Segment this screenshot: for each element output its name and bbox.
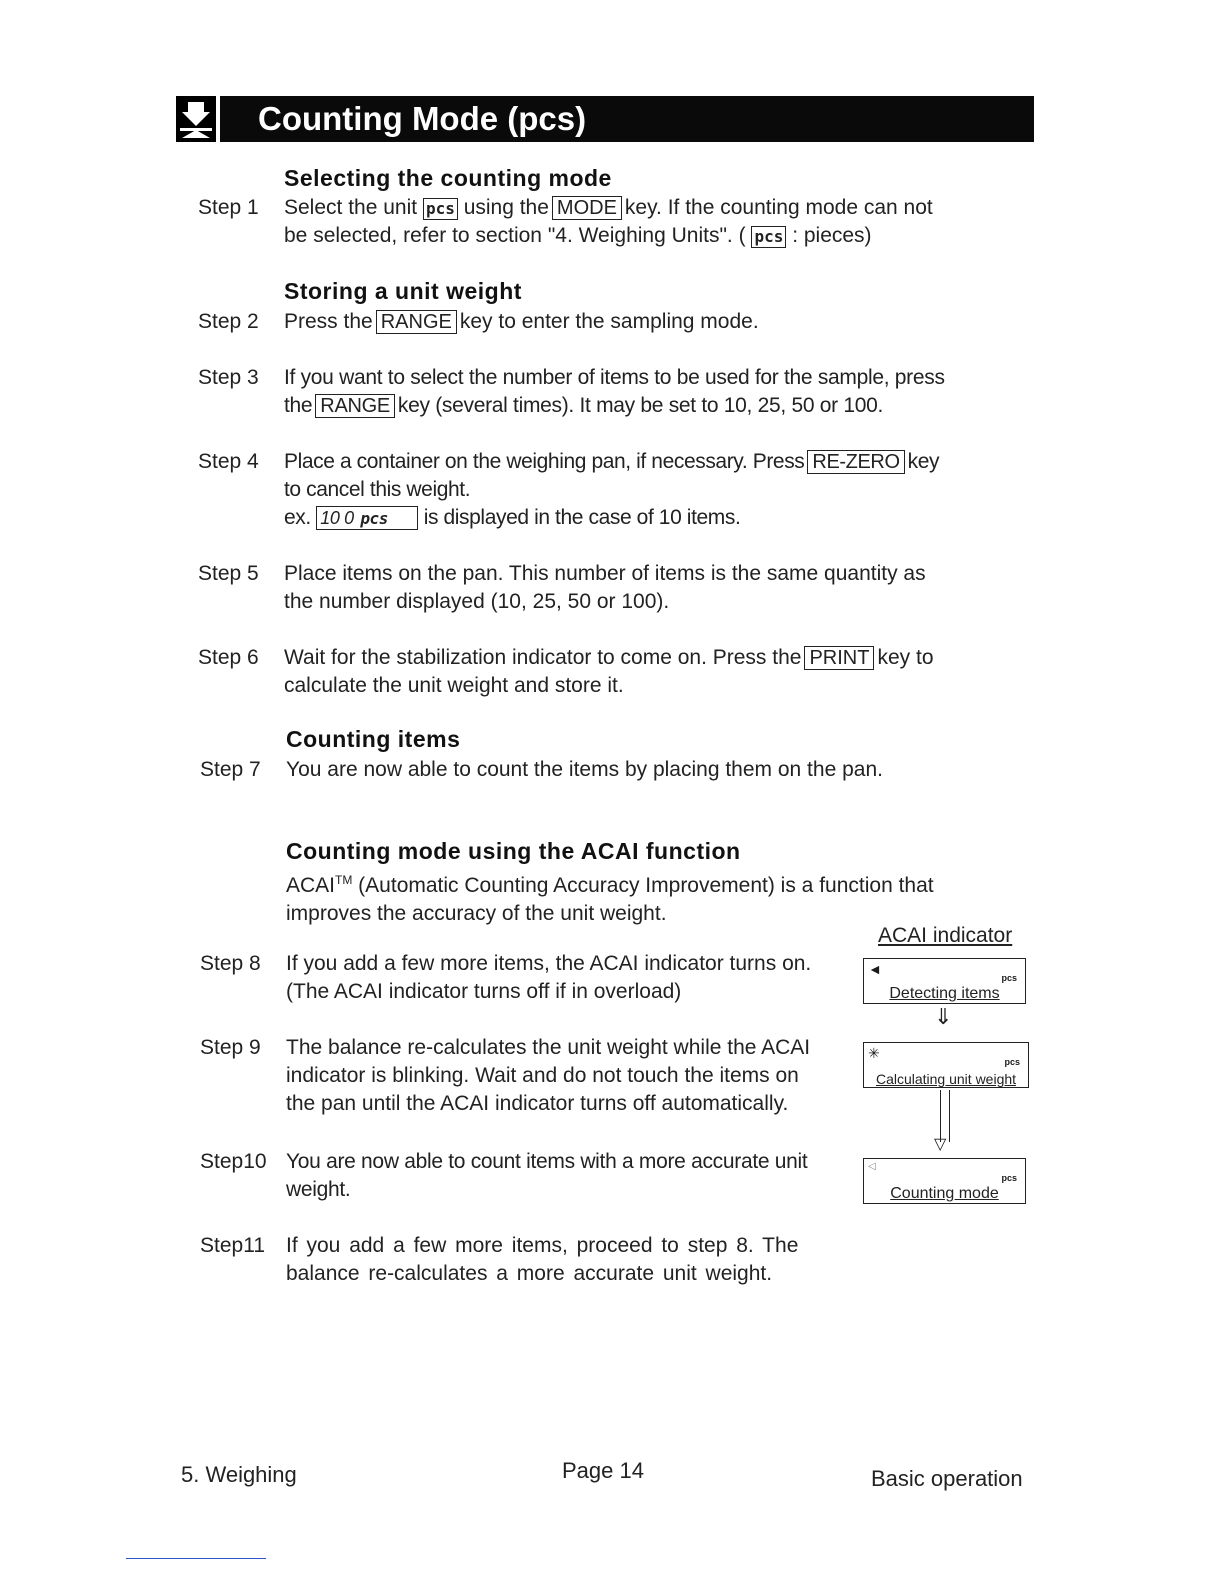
acai-off-icon: ◁ <box>868 1161 876 1172</box>
footer-section: 5. Weighing <box>181 1462 297 1487</box>
rezero-key: RE-ZERO <box>807 450 904 474</box>
pcs-unit-icon: pcs <box>423 198 458 220</box>
footer-page-number: Page 14 <box>562 1458 644 1483</box>
section-heading-storing: Storing a unit weight <box>284 278 522 304</box>
step-label: Step10 <box>200 1150 267 1173</box>
display-counting-mode: ◁ pcs Counting mode <box>863 1158 1026 1204</box>
acai-blinking-icon: ✳ <box>868 1045 880 1061</box>
footer-chapter: Basic operation <box>871 1466 1023 1491</box>
print-key: PRINT <box>804 646 874 670</box>
display-calculating-unit-weight: ✳ pcs Calculating unit weight <box>863 1042 1029 1088</box>
section-heading-selecting: Selecting the counting mode <box>284 165 612 191</box>
step-label: Step 8 <box>200 952 261 975</box>
down-arrow-icon: ▽ <box>934 1136 947 1153</box>
step-label: Step 9 <box>200 1036 261 1059</box>
page-title: Counting Mode (pcs) <box>258 100 587 137</box>
step-6-text: Wait for the stabilization indicator to come on. Press the PRINT key to calculate the unit weight and store it. <box>284 646 934 697</box>
display-detecting-items: ◄ pcs Detecting items <box>863 958 1026 1004</box>
step-label: Step 3 <box>198 366 259 389</box>
step-label: Step 2 <box>198 310 259 333</box>
step-11-text: If you add a few more items, proceed to step 8. The balance re-calculates a more accurate unit weight. <box>286 1234 799 1285</box>
step-7-text: You are now able to count the items by placing them on the pan. <box>286 758 883 781</box>
step-5-text: Place items on the pan. This number of items is the same quantity as the number displayed (10, 25, 50 or 100). <box>284 562 926 613</box>
step-10-text: You are now able to count items with a more accurate unit weight. <box>286 1150 808 1201</box>
step-2-text: Press the RANGE key to enter the sampling mode. <box>284 310 759 333</box>
pcs-unit-icon: pcs <box>751 226 786 248</box>
range-key: RANGE <box>315 394 395 418</box>
step-3-text: If you want to select the number of items to be used for the sample, press the RANGE key (several times). It may be set to 10, 25, 50 or 100. <box>284 366 945 417</box>
section-heading-acai: Counting mode using the ACAI function <box>286 838 741 864</box>
step-label: Step 5 <box>198 562 259 585</box>
lcd-display-example: 10 0 pcs <box>316 506 418 530</box>
acai-arrow-icon: ◄ <box>868 961 882 977</box>
footer-rule <box>126 1558 266 1559</box>
mode-key: MODE <box>552 196 622 220</box>
step-4-text: Place a container on the weighing pan, if necessary. Press RE-ZERO key to cancel this weight. ex. 10 0 pcs is displayed in the case of 10 items. <box>284 450 940 529</box>
step-label: Step 7 <box>200 758 261 781</box>
step-9-text: The balance re-calculates the unit weight while the ACAI indicator is blinking. Wait and do not touch the items on the pan until the ACAI indicator turns off automatically. <box>286 1036 811 1115</box>
acai-intro-text: ACAI™ (Automatic Counting Accuracy Improvement) is a function that improves the accuracy of the unit weight. <box>286 873 934 925</box>
step-label: Step11 <box>200 1234 265 1257</box>
range-key: RANGE <box>376 310 457 334</box>
weighing-down-arrow-icon <box>176 96 220 142</box>
step-label: Step 4 <box>198 450 259 473</box>
step-8-text: If you add a few more items, the ACAI indicator turns on. (The ACAI indicator turns off if in overload) <box>286 952 812 1003</box>
down-arrow-icon: ⇓ <box>934 1004 953 1029</box>
acai-indicator-label: ACAI indicator <box>878 924 1013 947</box>
step-1-text: Select the unit pcs using the MODE key. If the counting mode can not be selected, refer to section "4. Weighing Units". ( pcs : pieces) <box>284 196 933 247</box>
step-label: Step 6 <box>198 646 259 669</box>
step-label: Step 1 <box>198 196 259 219</box>
section-heading-counting: Counting items <box>286 726 461 752</box>
